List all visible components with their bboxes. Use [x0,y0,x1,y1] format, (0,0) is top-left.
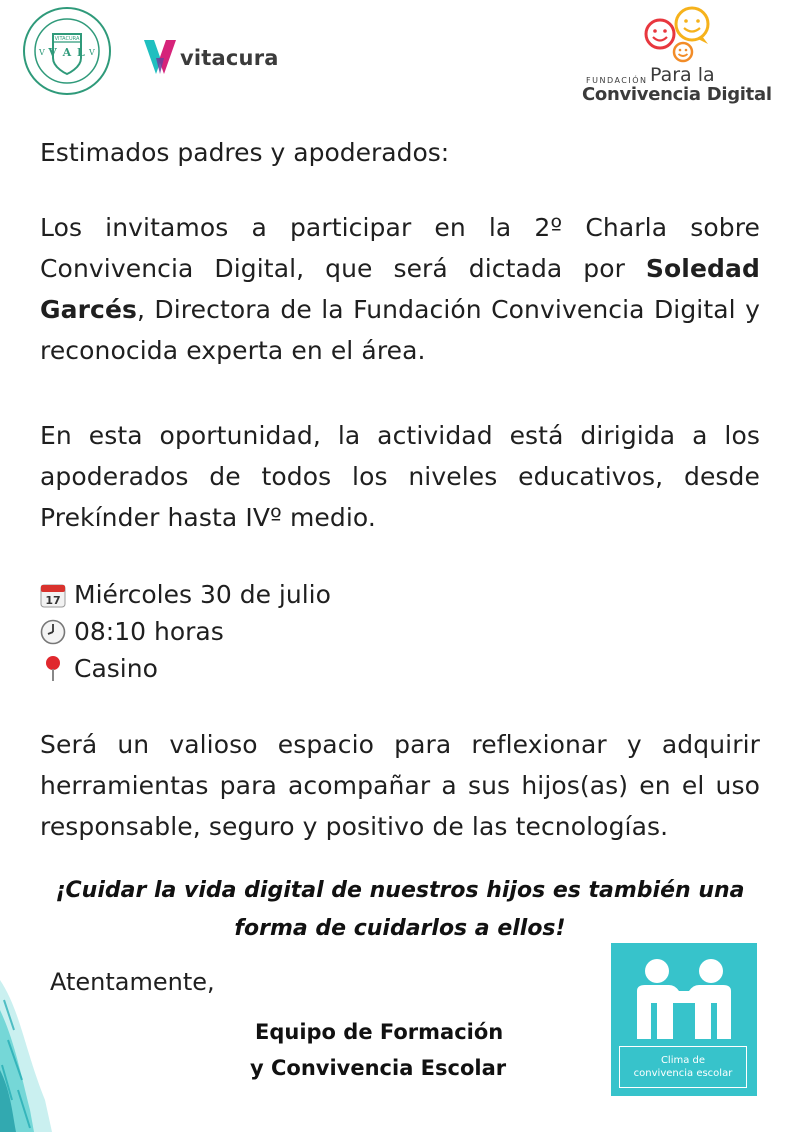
invitation-text-end: , Directora de la Fundación Convivencia Digital y reconocida experta en el área. [40,295,760,365]
paragraph-purpose: Será un valioso espacio para reflexionar y adquirir herramientas para acompañar a sus hijos(as) en el uso responsable, seguro y positivo de las tecnologías. [40,730,760,841]
vitacura-wordmark: vitacura [180,46,279,70]
foundation-small-label: FUNDACIÓN [586,76,648,85]
event-time-text: 08:10 horas [74,617,224,646]
pin-icon [40,654,68,692]
badge-label-box [619,1046,747,1088]
badge-label-line1: Clima de [660,1055,706,1066]
invitation-text-start: Los invitamos a participar en la 2º Charla sobre Convivencia Digital, que será dictada por [40,213,760,283]
school-logo-letters: V A L [48,46,86,59]
badge-label-line2: convivencia escolar [633,1068,733,1079]
event-time [40,613,224,655]
svg-text:17: 17 [45,594,61,607]
svg-text:VITACURA: VITACURA [54,36,80,42]
event-place [40,650,158,692]
svg-text:V: V [89,48,95,57]
speaker-name: Soledad Garcés [40,254,760,324]
foundation-name-line2: Convivencia Digital [582,84,772,105]
event-date-text: Miércoles 30 de julio [74,580,331,609]
school-logo [22,6,112,96]
clima-convivencia-badge [611,943,757,1096]
event-place-text: Casino [74,654,158,683]
closing-quote-line1: ¡Cuidar la vida digital de nuestros hijos es también una [55,878,745,903]
paragraph-audience: En esta oportunidad, la actividad está dirigida a los apoderados de todos los niveles educativos, desde Prekínder hasta IVº medio. [40,421,760,532]
foundation-name-line1: Para la [650,64,715,86]
svg-text:V: V [39,48,45,57]
smiley-faces-icon [640,4,720,66]
signature-line1: Equipo de Formación [255,1020,504,1044]
people-icon [629,957,739,1039]
event-date [40,576,331,618]
paragraph-invitation [40,207,760,371]
vitacura-v-icon [142,38,178,76]
foundation-logo [582,4,787,108]
closing-quote-line2: forma de cuidarlos a ellos! [234,916,566,941]
signoff: Atentamente, [50,968,215,996]
signature-line2: y Convivencia Escolar [250,1056,507,1080]
greeting: Estimados padres y apoderados: [40,138,450,167]
